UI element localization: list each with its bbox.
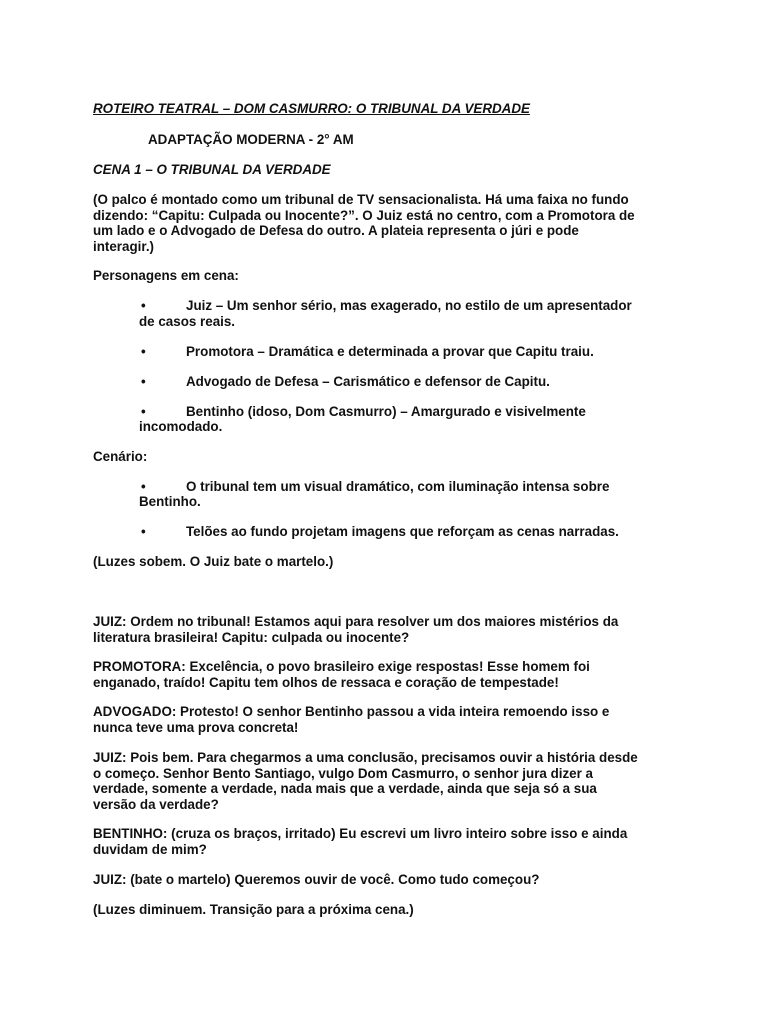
dialogue-line: JUIZ: Ordem no tribunal! Estamos aqui para resolver um dos maiores mistérios da [93,614,619,629]
document-title: ROTEIRO TEATRAL – DOM CASMURRO: O TRIBUNAL DA VERDADE [93,101,530,116]
characters-heading: Personagens em cena: [93,268,239,283]
dialogue-line: ADVOGADO: Protesto! O senhor Bentinho passou a vida inteira remoendo isso e [93,704,610,719]
list-item [141,479,609,495]
list-item [141,404,586,420]
intro-paragraph [93,192,683,254]
dialogue-paragraph [93,614,683,645]
list-item [141,374,550,390]
bullet: • [141,374,146,389]
bullet: • [141,344,146,359]
list-item [141,344,594,360]
dialogue-line: JUIZ: (bate o martelo) Queremos ouvir de você. Como tudo começou? [93,872,540,887]
dialogue-paragraph [93,750,683,812]
dialogue-paragraph [93,704,683,735]
stage-direction: (Luzes diminuem. Transição para a próxima cena.) [93,902,414,917]
bullet: • [141,298,146,313]
list-item-continuation: incomodado. [139,419,223,434]
dialogue-paragraph [93,659,683,690]
dialogue-line: literatura brasileira! Capitu: culpada ou inocente? [93,629,410,645]
intro-line: interagir.) [93,238,155,254]
list-item-continuation: de casos reais. [139,314,236,329]
dialogue-line: nunca teve uma prova concreta! [93,719,299,735]
list-item-text: Juiz – Um senhor sério, mas exagerado, no estilo de um apresentador [186,298,632,313]
scene-heading: CENA 1 – O TRIBUNAL DA VERDADE [93,162,331,177]
dialogue-line: JUIZ: Pois bem. Para chegarmos a uma conclusão, precisamos ouvir a história desde [93,750,638,765]
dialogue-line: PROMOTORA: Excelência, o povo brasileiro exige respostas! Esse homem foi [93,659,590,674]
list-item-text: Promotora – Dramática e determinada a provar que Capitu traiu. [186,344,594,359]
list-item-text: Advogado de Defesa – Carismático e defensor de Capitu. [186,374,550,389]
bullet: • [141,524,146,539]
bullet: • [141,479,146,494]
dialogue-line: BENTINHO: (cruza os braços, irritado) Eu escrevi um livro inteiro sobre isso e ainda [93,826,628,841]
list-item-text: O tribunal tem um visual dramático, com iluminação intensa sobre [186,479,610,494]
list-item-continuation: Bentinho. [139,494,201,509]
list-item [141,524,619,540]
list-item [141,298,632,314]
bullet: • [141,404,146,419]
stage-direction: (Luzes sobem. O Juiz bate o martelo.) [93,554,334,569]
intro-line: (O palco é montado como um tribunal de TV sensacionalista. Há uma faixa no fundo [93,192,629,207]
intro-line: dizendo: “Capitu: Culpada ou Inocente?”. O Juiz está no centro, com a Promotora de [93,207,635,223]
setting-heading: Cenário: [93,449,148,464]
dialogue-line: enganado, traído! Capitu tem olhos de ressaca e coração de tempestade! [93,674,559,690]
dialogue-line: verdade, somente a verdade, nada mais que a verdade, ainda que seja só a sua [93,781,597,796]
intro-line: um lado e o Advogado de Defesa do outro. A plateia representa o júri e pode [93,223,579,238]
list-item-text: Telões ao fundo projetam imagens que reforçam as cenas narradas. [186,524,619,539]
list-item-text: Bentinho (idoso, Dom Casmurro) – Amargurado e visivelmente [186,404,586,419]
dialogue-paragraph [93,826,683,857]
dialogue-line: versão da verdade? [93,796,219,812]
dialogue-line: duvidam de mim? [93,841,207,857]
document-subtitle: ADAPTAÇÃO MODERNA - 2° AM [148,132,354,147]
dialogue-line: o começo. Senhor Bento Santiago, vulgo Dom Casmurro, o senhor jura dizer a [93,765,593,781]
dialogue-paragraph [93,872,683,888]
